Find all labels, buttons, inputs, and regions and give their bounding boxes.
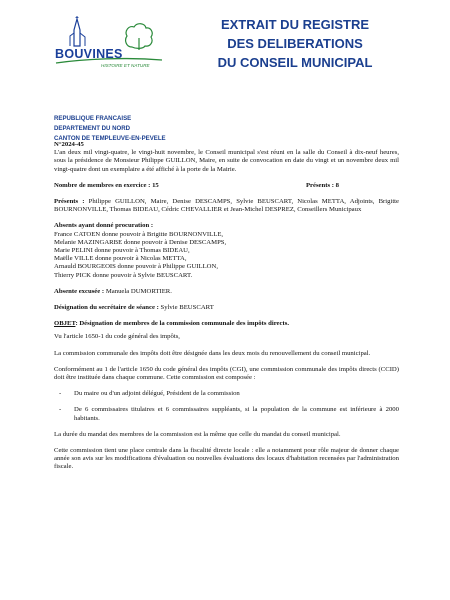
document-title [190,15,400,72]
canton-label: CANTON DE TEMPLEUVE-EN-PEVELE [54,135,166,142]
paragraph-duration: La durée du mandat des membres de la commission est la même que celle du mandat du conseil municipal. [54,430,341,438]
paragraph-designation: La commission communale des impôts doit être désignée dans les deux mois du renouvellement du conseil municipal. [54,349,371,357]
deliberation-body [54,141,399,472]
members-value: 15 [152,181,159,189]
proxy-item: Maëlle VILLE donne pouvoir à Nicolas METTA, [54,255,187,263]
present-count-value: 8 [335,181,339,189]
title-line-3: DU CONSEIL MUNICIPAL [217,55,373,70]
proxy-item: Marie PELINI donne pouvoir à Thomas BIDEAU, [54,247,190,255]
secretary-line: Désignation du secrétaire de séance : Sylvie BEUSCART [54,304,214,312]
logo-tagline: HISTOIRE ET NATURE [101,63,150,68]
proxy-item: Melanie MAZINGARBE donne pouvoir à Denise DESCAMPS, [54,238,227,246]
proxy-item: Thierry PICK donne pouvoir à Sylvie BEUSCART. [54,271,193,279]
proxy-item: Arnauld BOURGEOIS donne pouvoir à Philippe GUILLON, [54,263,219,271]
present-count-label: Présents : [305,181,334,189]
legal-reference: Vu l'article 1650-1 du code général des impôts, [54,333,180,341]
administrative-header [54,114,166,144]
list-item: - De 6 commissaires titulaires et 6 commissaires suppléants, si la population de la commune est inférieure à 2000 habitants. [59,406,399,422]
attendance-counts [54,182,399,190]
paragraph-role: Cette commission tient une place centrale dans la fiscalité directe locale : elle a notamment pour rôle majeur de donner chaque année son avis sur les modifications d'évaluation ou nouvelles évaluations des locaux d'habitation recensées par l'administration fiscale. [54,447,399,471]
republic-label: REPUBLIQUE FRANCAISE [54,115,132,122]
intro-paragraph: L'an deux mil vingt-quatre, le vingt-huit novembre, le Conseil municipal s'est réuni en la salle du Conseil à dix-neuf heures, sous la présidence de Monsieur Philippe GUILLON, Maire, en suite de convocation en date du vingt et un novembre deux mil vingt-quatre dont un exemplaire a été affiché à la porte de la Mairie. [54,149,399,173]
object-line: OBJET: Désignation de membres de la commission communale des impôts directs. [54,320,289,328]
deliberation-number: N°2024-45 [54,141,84,148]
title-line-1: EXTRAIT DU REGISTRE [220,17,370,32]
department-label: DEPARTEMENT DU NORD [54,125,131,132]
municipality-logo [54,16,166,76]
proxy-item: France CATOEN donne pouvoir à Brigitte BOURNONVILLE, [54,230,224,238]
presents-paragraph: Présents : Philippe GUILLON, Maire, Denise DESCAMPS, Sylvie BEUSCART, Nicolas METTA, Adjoints, Brigitte BOURNONVILLE, Thomas BIDEAU, Cédric CHEVALLIER et Jean-Michel DESPREZ, Conseillers Municipaux [54,198,400,214]
excused-line: Absente excusée : Manuela DUMORTIER. [54,287,172,295]
logo-name: BOUVINES [55,47,123,61]
title-line-2: DES DELIBERATIONS [227,36,363,51]
proxies-list [54,231,399,280]
list-item: - Du maire ou d'un adjoint délégué, Président de la commission [59,390,240,398]
paragraph-composition: Conformément au 1 de l'article 1650 du code général des impôts (CGI), une commission communale des impôts directs (CCID) doit être instituée dans chaque commune. Cette commission est composée : [54,365,399,382]
composition-list [54,390,399,423]
members-label: Nombre de membres en exercice : [54,181,151,189]
proxies-label: Absents ayant donné procuration : [54,222,154,230]
